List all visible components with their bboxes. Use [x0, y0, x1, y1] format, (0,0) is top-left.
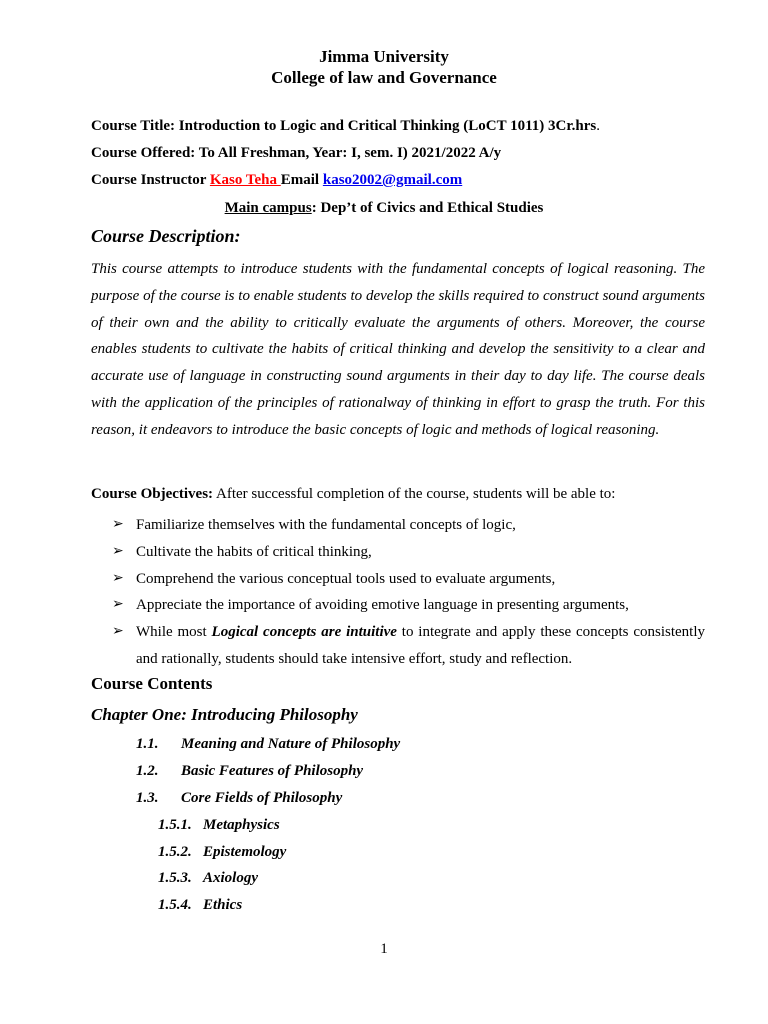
description-text: This course attempts to introduce students with the fundamental concepts of logical reasoning. The purpose of the course is to enable students to develop the skills required to construct sound arguments of their own and the ability to critically evaluate the arguments of others. Moreover, the course enables students to cultivate the habits of critical thinking and develop the sensitivity to a clear and accurate use of language in constructing sound arguments in their day to day life. The course deals with the application of the principles of rationalway of thinking in effort to grasp the truth. For this reason, it endeavors to introduce the basic concepts of logic and methods of logical reasoning.: [91, 261, 705, 438]
course-title: Course Title: Introduction to Logic and Critical Thinking (LoCT 1011) 3Cr.hrs: [91, 118, 597, 134]
description-heading: Course Description:: [91, 226, 241, 246]
instructor-label: Course Instructor: [91, 172, 210, 188]
toc-subsection: 1.5.2. Epistemology: [158, 844, 287, 860]
campus-line: [0, 200, 768, 217]
arrow-bullet-icon: ➢: [112, 543, 124, 559]
arrow-bullet-icon: ➢: [112, 624, 124, 640]
college-title: College of law and Governance: [271, 68, 497, 87]
campus-department: : Dep’t of Civics and Ethical Studies: [311, 200, 544, 216]
toc-subsection: 1.5.3. Axiology: [158, 870, 258, 886]
course-instructor-line: [91, 172, 462, 189]
university-title: Jimma University: [319, 47, 449, 66]
list-item: ➢ Cultivate the habits of critical thinking,: [112, 539, 705, 566]
course-offered: Course Offered: To All Freshman, Year: I, sem. I) 2021/2022 A/y: [91, 145, 502, 161]
instructor-name: Kaso Teha: [209, 172, 281, 188]
emphasis-text: Logical concepts are intuitive: [211, 624, 397, 641]
campus-label: Main campus: [224, 200, 312, 216]
contents-heading: Course Contents: [91, 674, 213, 693]
toc-subsection: 1.5.4. Ethics: [158, 897, 243, 913]
objectives-intro: After successful completion of the course, students will be able to:: [213, 486, 616, 502]
chapter-heading: Chapter One: Introducing Philosophy: [91, 705, 358, 724]
objectives-line: [91, 486, 615, 503]
email-label: Email: [280, 172, 323, 188]
objectives-list: [112, 512, 705, 673]
arrow-bullet-icon: ➢: [112, 517, 124, 532]
list-item: ➢ While most Logical concepts are intuitive to integrate and apply these concepts consistently and rationally, students should take intensive effort, study and reflection.: [112, 619, 705, 673]
course-title-period: .: [596, 118, 600, 134]
toc-section: 1.1. Meaning and Nature of Philosophy: [136, 736, 401, 752]
arrow-bullet-icon: ➢: [112, 570, 124, 586]
toc-subsection: 1.5.1. Metaphysics: [158, 817, 280, 833]
objectives-label: Course Objectives:: [91, 486, 214, 502]
toc-section: 1.2. Basic Features of Philosophy: [136, 763, 364, 779]
page-number: 1: [380, 941, 388, 957]
email-link[interactable]: kaso2002@gmail.com: [322, 172, 463, 188]
list-item: ➢ Comprehend the various conceptual tools used to evaluate arguments,: [112, 566, 705, 593]
list-item: ➢ Familiarize themselves with the fundamental concepts of logic,: [112, 512, 705, 539]
course-title-line: [91, 118, 600, 135]
arrow-bullet-icon: ➢: [112, 597, 124, 613]
toc-section: 1.3. Core Fields of Philosophy: [136, 790, 343, 806]
list-item: ➢ Appreciate the importance of avoiding emotive language in presenting arguments,: [112, 592, 705, 619]
